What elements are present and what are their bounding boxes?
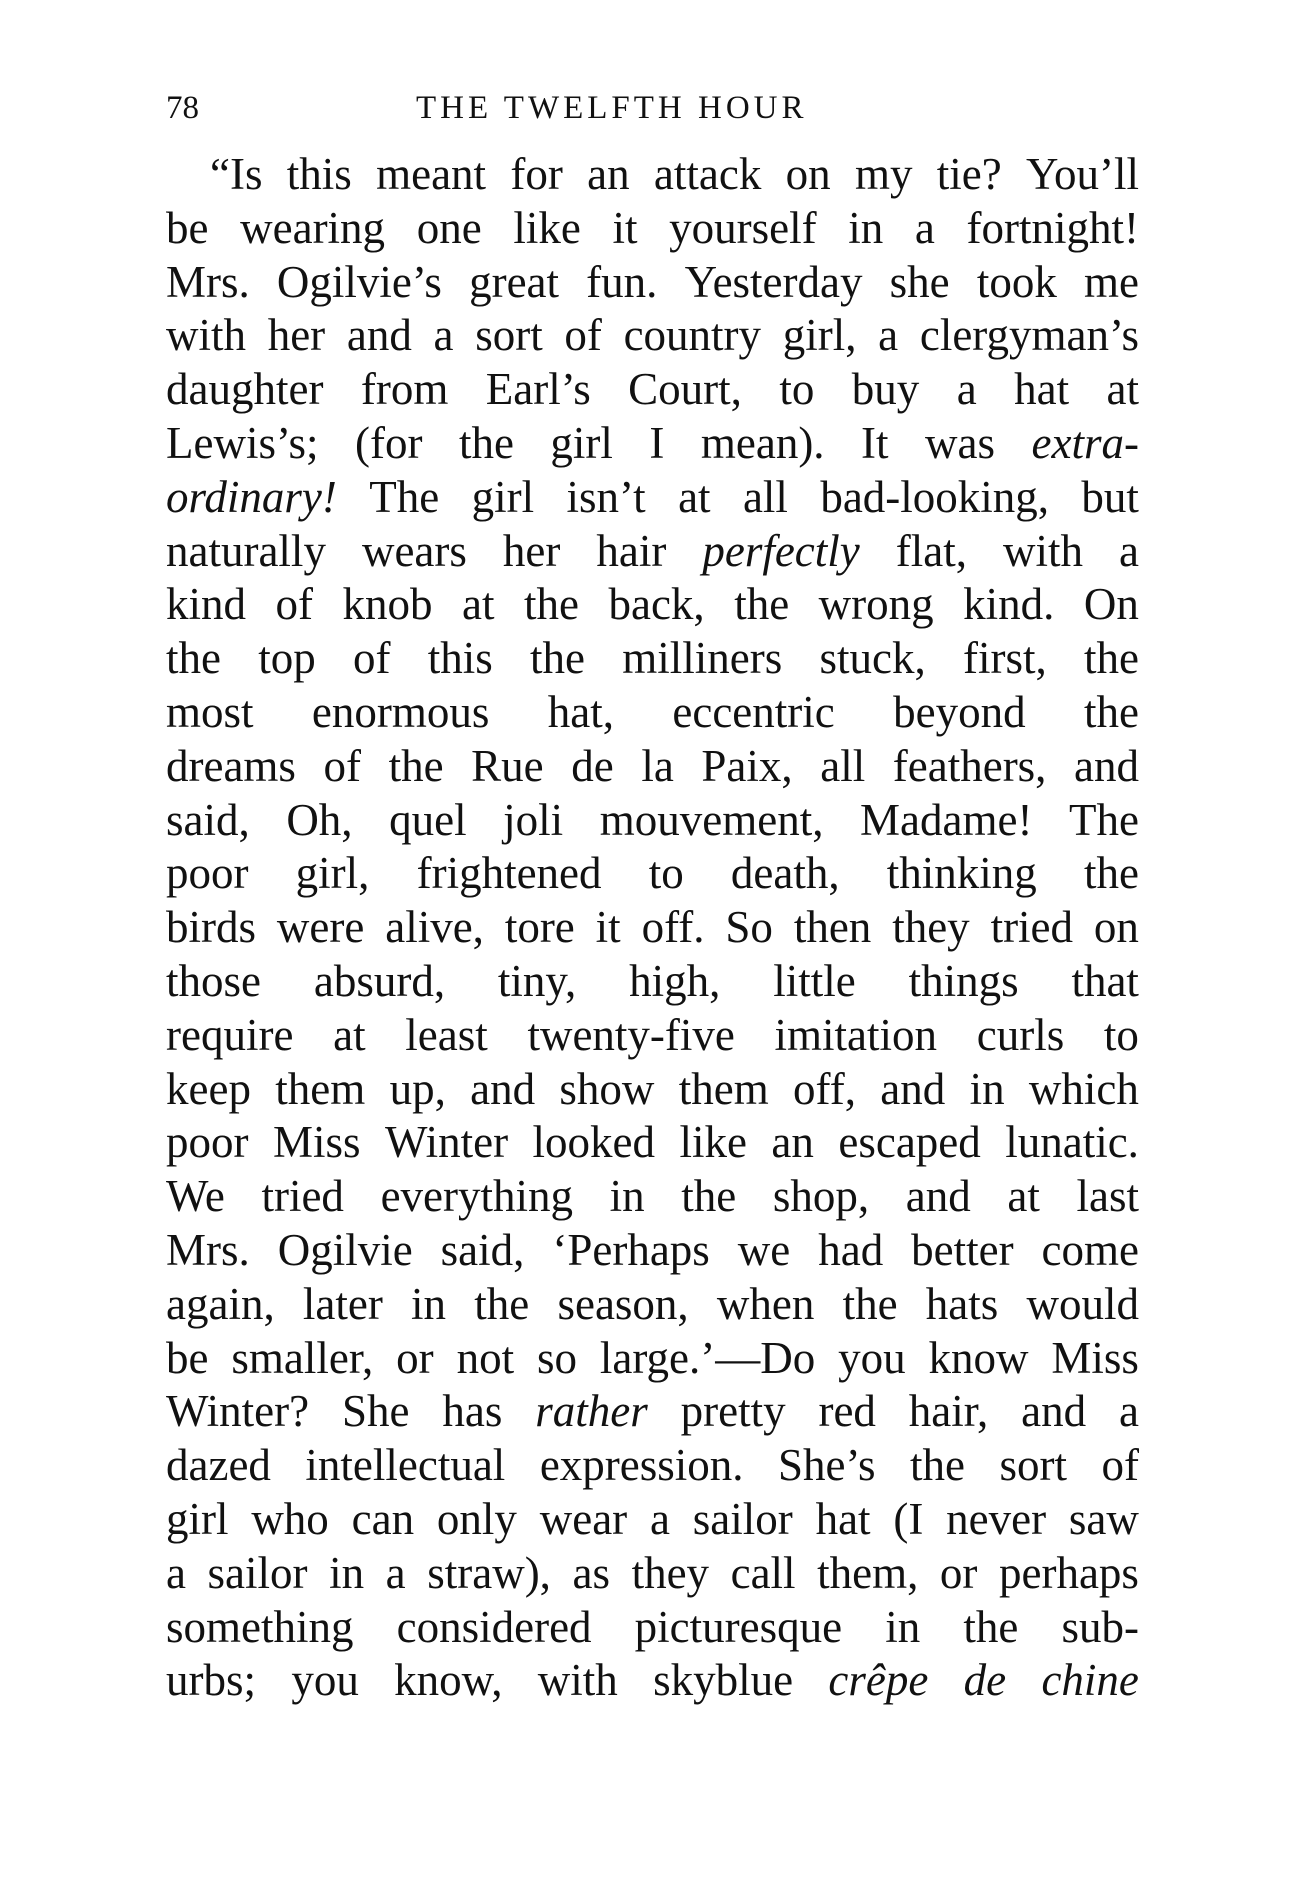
word: off, bbox=[793, 1063, 856, 1114]
word: enormous bbox=[311, 686, 490, 737]
word: naturally bbox=[166, 525, 326, 576]
word: skyblue bbox=[653, 1655, 794, 1706]
word: at bbox=[1007, 1171, 1040, 1222]
word: attack bbox=[653, 149, 762, 199]
word: pretty bbox=[680, 1386, 786, 1437]
word: kind bbox=[166, 579, 247, 630]
word: the bbox=[1083, 848, 1139, 899]
word: them, bbox=[817, 1547, 919, 1598]
word: later bbox=[302, 1278, 383, 1329]
text-line bbox=[166, 632, 1139, 686]
word: mean). bbox=[700, 417, 825, 468]
word: an bbox=[587, 149, 630, 199]
word: the bbox=[963, 1601, 1019, 1652]
word: straw), bbox=[427, 1547, 551, 1598]
word: the bbox=[524, 579, 579, 630]
text-line bbox=[166, 901, 1139, 955]
word: wearing bbox=[240, 202, 386, 253]
text-line bbox=[166, 1547, 1139, 1601]
text-line bbox=[166, 1601, 1139, 1655]
word: On bbox=[1083, 579, 1139, 630]
word: never bbox=[946, 1493, 1047, 1544]
word: in bbox=[848, 202, 884, 253]
word: on bbox=[785, 149, 831, 199]
word: She’s bbox=[778, 1440, 876, 1491]
word: at bbox=[462, 579, 495, 630]
text-line bbox=[166, 794, 1139, 848]
word: sort bbox=[999, 1440, 1067, 1491]
word: fun. bbox=[586, 256, 658, 307]
word: most bbox=[166, 686, 254, 737]
word: hair, bbox=[908, 1386, 989, 1437]
word: wrong bbox=[818, 579, 934, 630]
word: better bbox=[911, 1224, 1014, 1275]
word: Lewis’s; bbox=[166, 417, 319, 468]
word: alive, bbox=[385, 902, 484, 953]
word: country bbox=[623, 310, 762, 361]
text-line bbox=[166, 1385, 1139, 1439]
word: smaller, bbox=[231, 1332, 374, 1383]
text-line bbox=[166, 578, 1139, 632]
word: girl, bbox=[295, 848, 370, 899]
word: at bbox=[678, 471, 711, 522]
word: clergyman’s bbox=[919, 310, 1139, 361]
word: a bbox=[956, 364, 977, 415]
word: and bbox=[470, 1063, 536, 1114]
word: buy bbox=[851, 364, 920, 415]
word: large.’—Do bbox=[599, 1332, 816, 1383]
word: at bbox=[1106, 364, 1139, 415]
running-head bbox=[166, 86, 1139, 130]
word: and bbox=[346, 310, 412, 361]
word: or bbox=[396, 1332, 434, 1383]
word: but bbox=[1081, 471, 1139, 522]
word: hat, bbox=[547, 686, 614, 737]
word: were bbox=[276, 902, 365, 953]
word: joli bbox=[503, 794, 564, 845]
word: girl, bbox=[782, 310, 857, 361]
word: perhaps bbox=[998, 1547, 1139, 1598]
word: the bbox=[166, 633, 221, 684]
word: an bbox=[771, 1117, 814, 1168]
word: and bbox=[905, 1171, 971, 1222]
word: red bbox=[818, 1386, 876, 1437]
word: birds bbox=[166, 902, 256, 953]
word: la bbox=[641, 740, 674, 791]
word: who bbox=[251, 1493, 329, 1544]
word: know, bbox=[394, 1655, 503, 1706]
word: absurd, bbox=[313, 955, 446, 1006]
word: said, bbox=[166, 794, 250, 845]
word: the bbox=[474, 1278, 530, 1329]
word: poor bbox=[166, 1117, 249, 1168]
word: ‘Perhaps bbox=[552, 1224, 710, 1275]
word: chine bbox=[1041, 1655, 1139, 1706]
word: least bbox=[405, 1009, 488, 1060]
text-line bbox=[166, 1063, 1139, 1117]
word: de bbox=[963, 1655, 1007, 1706]
word: we bbox=[737, 1224, 791, 1275]
word: those bbox=[166, 955, 261, 1006]
word: or bbox=[939, 1547, 978, 1598]
word: from bbox=[360, 364, 449, 415]
word: only bbox=[436, 1493, 517, 1544]
word: on bbox=[1093, 902, 1139, 953]
word: come bbox=[1041, 1224, 1139, 1275]
word: hair bbox=[596, 525, 667, 576]
word: she bbox=[889, 256, 950, 307]
word: dazed bbox=[166, 1440, 271, 1491]
word: (for bbox=[354, 417, 423, 468]
word: to bbox=[648, 848, 684, 899]
word: sub- bbox=[1061, 1601, 1139, 1652]
word: be bbox=[166, 1332, 209, 1383]
word: in bbox=[969, 1063, 1005, 1114]
word: and bbox=[1074, 740, 1139, 791]
word: sailor bbox=[692, 1493, 793, 1544]
word: hat bbox=[1014, 364, 1070, 415]
text-line bbox=[166, 363, 1139, 417]
word: this bbox=[427, 633, 493, 684]
word: We bbox=[166, 1171, 225, 1222]
word: escaped bbox=[838, 1117, 981, 1168]
word: meant bbox=[376, 149, 487, 199]
word: the bbox=[681, 1171, 737, 1222]
word: off. bbox=[641, 902, 705, 953]
word: took bbox=[976, 256, 1057, 307]
word: would bbox=[1026, 1278, 1139, 1329]
word: season, bbox=[557, 1278, 689, 1329]
word: of bbox=[564, 310, 602, 361]
word: flat, bbox=[895, 525, 967, 576]
body-text bbox=[166, 148, 1139, 1708]
word: imitation bbox=[774, 1009, 938, 1060]
word: sort bbox=[475, 310, 543, 361]
text-line bbox=[166, 1278, 1139, 1332]
word: Winter bbox=[384, 1117, 509, 1168]
word: Miss bbox=[1051, 1332, 1139, 1383]
word: a bbox=[385, 1547, 406, 1598]
page-number: 78 bbox=[166, 90, 199, 126]
word: dreams bbox=[166, 740, 296, 791]
word: mouvement, bbox=[599, 794, 824, 845]
word: hat bbox=[815, 1493, 871, 1544]
word: of bbox=[353, 633, 391, 684]
word: ordinary! bbox=[166, 471, 337, 522]
word: bad-looking, bbox=[820, 471, 1050, 522]
word: Madame! bbox=[860, 794, 1033, 845]
word: in bbox=[609, 1171, 645, 1222]
word: Court, bbox=[628, 364, 742, 415]
word: the bbox=[910, 1440, 965, 1491]
word: everything bbox=[380, 1171, 573, 1222]
word: with bbox=[1002, 525, 1083, 576]
word: expression. bbox=[539, 1440, 744, 1491]
word: a bbox=[1119, 525, 1139, 576]
word: a bbox=[878, 310, 899, 361]
word: all bbox=[820, 740, 866, 791]
word: like bbox=[513, 202, 581, 253]
word: then bbox=[793, 902, 872, 953]
word: beyond bbox=[893, 686, 1026, 737]
word: something bbox=[166, 1601, 354, 1652]
word: can bbox=[351, 1493, 415, 1544]
word: has bbox=[442, 1386, 503, 1437]
word: a bbox=[649, 1493, 670, 1544]
word: last bbox=[1076, 1171, 1139, 1222]
word: me bbox=[1083, 256, 1139, 307]
word: Mrs. bbox=[166, 1224, 250, 1275]
word: at bbox=[333, 1009, 366, 1060]
text-line bbox=[166, 847, 1139, 901]
text-line bbox=[166, 1009, 1139, 1063]
word: lunatic. bbox=[1005, 1117, 1139, 1168]
word: girl bbox=[166, 1493, 229, 1544]
word: first, bbox=[963, 633, 1047, 684]
word: that bbox=[1071, 955, 1139, 1006]
word: this bbox=[286, 149, 352, 199]
word: her bbox=[267, 310, 326, 361]
word: said, bbox=[440, 1224, 525, 1275]
word: Rue bbox=[471, 740, 544, 791]
text-line bbox=[166, 686, 1139, 740]
word: to bbox=[1103, 1009, 1139, 1060]
word: show bbox=[559, 1063, 655, 1114]
word: You’ll bbox=[1026, 149, 1139, 199]
running-title: THE TWELFTH HOUR bbox=[416, 90, 808, 126]
word: knob bbox=[342, 579, 433, 630]
word: looked bbox=[532, 1117, 656, 1168]
word: them bbox=[275, 1063, 366, 1114]
word: not bbox=[456, 1332, 515, 1383]
word: isn’t bbox=[566, 471, 646, 522]
word: with bbox=[166, 310, 247, 361]
word: Paix, bbox=[701, 740, 793, 791]
word: as bbox=[572, 1547, 610, 1598]
word: things bbox=[908, 955, 1019, 1006]
word: so bbox=[536, 1332, 577, 1383]
word: when bbox=[716, 1278, 815, 1329]
text-line bbox=[166, 740, 1139, 794]
word: in bbox=[885, 1601, 921, 1652]
word: a bbox=[1118, 1386, 1139, 1437]
word: sailor bbox=[207, 1547, 308, 1598]
word: girl bbox=[550, 417, 613, 468]
word: “Is bbox=[210, 149, 263, 199]
word: quel bbox=[389, 794, 467, 845]
word: wear bbox=[539, 1493, 628, 1544]
text-line bbox=[166, 1332, 1139, 1386]
word: The bbox=[369, 471, 440, 522]
word: with bbox=[537, 1655, 618, 1706]
word: perfectly bbox=[702, 525, 860, 576]
word: intellectual bbox=[305, 1440, 506, 1491]
word: the bbox=[530, 633, 586, 684]
word: Ogilvie bbox=[277, 1224, 413, 1275]
word: be bbox=[166, 202, 209, 253]
word: urbs; bbox=[166, 1655, 256, 1706]
text-line bbox=[166, 256, 1139, 310]
word: tried bbox=[990, 902, 1074, 953]
word: daughter bbox=[166, 364, 324, 415]
word: of bbox=[323, 740, 362, 791]
word: twenty-five bbox=[527, 1009, 735, 1060]
word: keep bbox=[166, 1063, 251, 1114]
word: Earl’s bbox=[485, 364, 591, 415]
word: It bbox=[861, 417, 889, 468]
word: you bbox=[291, 1655, 359, 1706]
word: in bbox=[329, 1547, 365, 1598]
word: up, bbox=[389, 1063, 446, 1114]
text-line bbox=[166, 202, 1139, 256]
text-line bbox=[166, 1224, 1139, 1278]
word: de bbox=[571, 740, 614, 791]
word: tried bbox=[261, 1171, 344, 1222]
word: yourself bbox=[669, 202, 817, 253]
word: had bbox=[818, 1224, 884, 1275]
word: require bbox=[166, 1009, 294, 1060]
word: call bbox=[730, 1547, 796, 1598]
text-line bbox=[166, 417, 1139, 471]
word: Mrs. bbox=[166, 256, 250, 307]
word: they bbox=[892, 902, 970, 953]
word: the bbox=[458, 417, 514, 468]
word: they bbox=[631, 1547, 710, 1598]
text-line bbox=[166, 1654, 1139, 1708]
word: for bbox=[510, 149, 563, 199]
text-line bbox=[166, 471, 1139, 525]
text-line bbox=[166, 148, 1139, 202]
text-line bbox=[166, 1493, 1139, 1547]
word: it bbox=[612, 202, 638, 253]
word: you bbox=[838, 1332, 906, 1383]
word: The bbox=[1069, 794, 1139, 845]
word: eccentric bbox=[672, 686, 835, 737]
word: them bbox=[678, 1063, 769, 1114]
word: the bbox=[734, 579, 790, 630]
word: hats bbox=[925, 1278, 999, 1329]
word: Oh, bbox=[286, 794, 353, 845]
word: extra- bbox=[1031, 417, 1139, 468]
word: rather bbox=[535, 1386, 648, 1437]
word: like bbox=[679, 1117, 747, 1168]
word: fortnight! bbox=[966, 202, 1139, 253]
word: tore bbox=[504, 902, 575, 953]
word: stuck, bbox=[819, 633, 926, 684]
word: Winter? bbox=[166, 1386, 310, 1437]
word: death, bbox=[730, 848, 840, 899]
word: top bbox=[258, 633, 316, 684]
word: back, bbox=[608, 579, 705, 630]
word: the bbox=[388, 740, 444, 791]
word: Yesterday bbox=[684, 256, 863, 307]
word: poor bbox=[166, 848, 249, 899]
word: a bbox=[166, 1547, 186, 1598]
text-line bbox=[166, 525, 1139, 579]
word: Ogilvie’s bbox=[276, 256, 442, 307]
word: her bbox=[502, 525, 561, 576]
word: tiny, bbox=[497, 955, 577, 1006]
word: little bbox=[773, 955, 856, 1006]
word: of bbox=[275, 579, 314, 630]
word: kind. bbox=[963, 579, 1055, 630]
word: saw bbox=[1068, 1493, 1139, 1544]
word: wears bbox=[361, 525, 467, 576]
word: She bbox=[341, 1386, 410, 1437]
word: So bbox=[725, 902, 773, 953]
word: frightened bbox=[416, 848, 602, 899]
word: the bbox=[1083, 686, 1139, 737]
word: and bbox=[880, 1063, 946, 1114]
text-line bbox=[166, 1170, 1139, 1224]
word: again, bbox=[166, 1278, 275, 1329]
word: a bbox=[433, 310, 454, 361]
word: curls bbox=[976, 1009, 1065, 1060]
text-line bbox=[166, 309, 1139, 363]
word: considered bbox=[396, 1601, 592, 1652]
word: feathers, bbox=[892, 740, 1047, 791]
word: know bbox=[928, 1332, 1029, 1383]
word: a bbox=[914, 202, 935, 253]
word: to bbox=[779, 364, 815, 415]
text-line bbox=[166, 955, 1139, 1009]
word: one bbox=[416, 202, 482, 253]
word: (I bbox=[893, 1493, 924, 1544]
word: was bbox=[925, 417, 996, 468]
word: shop, bbox=[772, 1171, 870, 1222]
word: Miss bbox=[272, 1117, 361, 1168]
word: and bbox=[1021, 1386, 1087, 1437]
word: high, bbox=[629, 955, 721, 1006]
word: crêpe bbox=[828, 1655, 929, 1706]
text-line bbox=[166, 1439, 1139, 1493]
text-line bbox=[166, 1116, 1139, 1170]
word: my bbox=[854, 149, 913, 199]
word: of bbox=[1101, 1440, 1139, 1491]
word: the bbox=[842, 1278, 898, 1329]
word: tie? bbox=[936, 149, 1002, 199]
word: picturesque bbox=[634, 1601, 843, 1652]
word: which bbox=[1028, 1063, 1139, 1114]
word: I bbox=[649, 417, 665, 468]
word: in bbox=[411, 1278, 447, 1329]
word: all bbox=[742, 471, 788, 522]
word: girl bbox=[471, 471, 535, 522]
word: the bbox=[1084, 633, 1139, 684]
word: milliners bbox=[622, 633, 783, 684]
word: great bbox=[469, 256, 560, 307]
word: thinking bbox=[886, 848, 1037, 899]
word: it bbox=[595, 902, 621, 953]
